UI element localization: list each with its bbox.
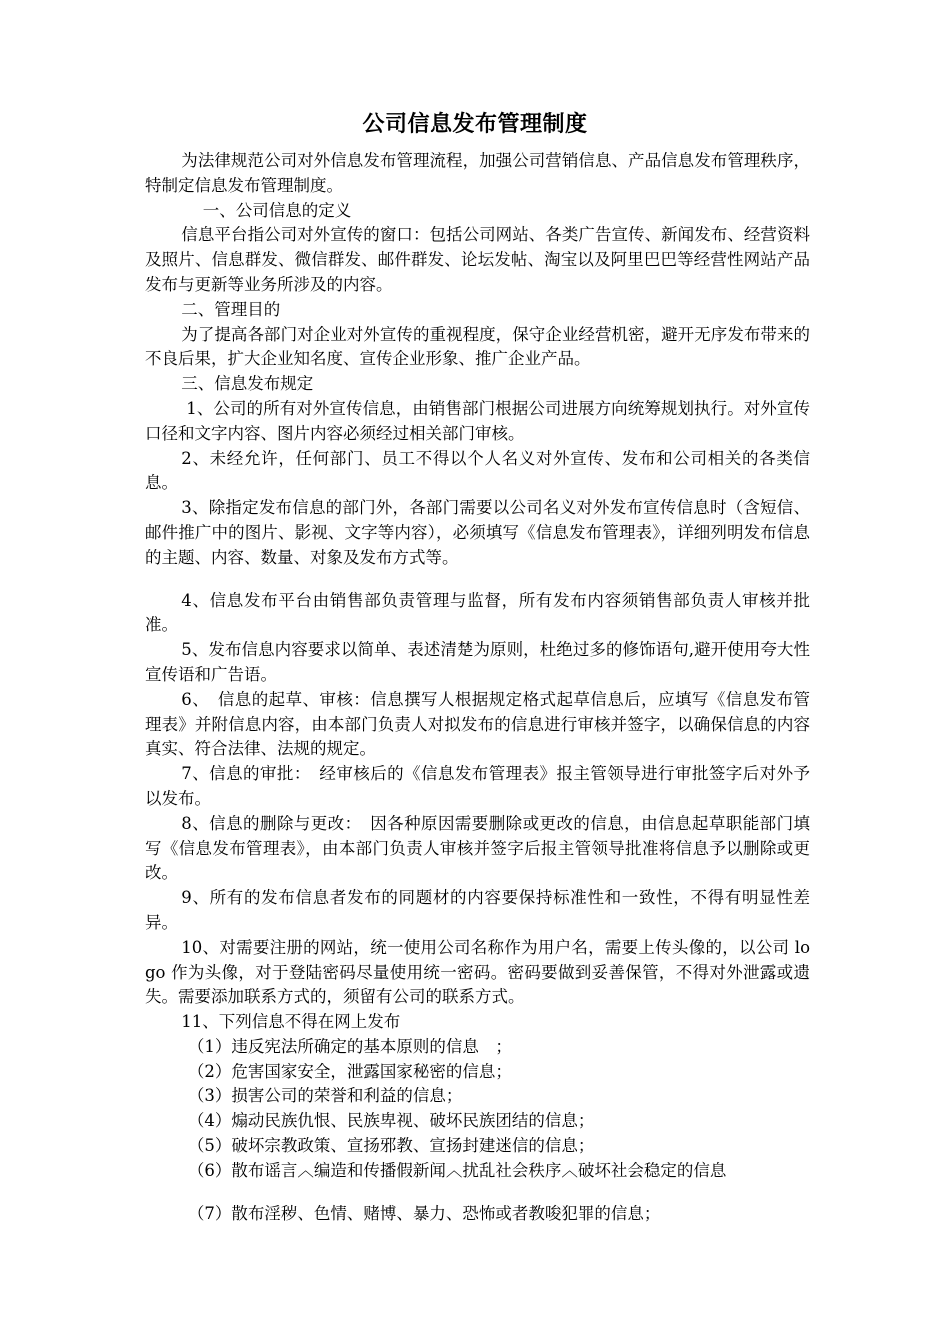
rule-paragraph: 4、信息发布平台由销售部负责管理与监督，所有发布内容须销售部负责人审核并批准。 xyxy=(145,590,810,635)
blank-line xyxy=(145,1184,810,1202)
document-body xyxy=(145,149,810,1226)
rule-paragraph: 5、发布信息内容要求以简单、表述清楚为原则，杜绝过多的修饰语句,避开使用夸大性宣传语和广告语。 xyxy=(145,640,810,684)
intro-paragraph: 为法律规范公司对外信息发布管理流程，加强公司营销信息、产品信息发布管理秩序，特制定信息发布管理制度。 xyxy=(145,151,810,195)
prohibited-list-item: （6）散布谣言︿编造和传播假新闻︿扰乱社会秩序︿破坏社会稳定的信息 xyxy=(187,1160,727,1180)
section-heading-rules: 三、信息发布规定 xyxy=(181,374,314,394)
rule-paragraph: 6、 信息的起草、审核：信息撰写人根据规定格式起草信息后，应填写《信息发布管理表》并附信息内容，由本部门负责人对拟发布的信息进行审核并签字，以确保信息的内容真实、符合法律、法规的规定。 xyxy=(145,689,810,759)
rule-paragraph: 2、未经允许，任何部门、员工不得以个人名义对外宣传、发布和公司相关的各类信息。 xyxy=(145,448,810,493)
definition-paragraph: 信息平台指公司对外宣传的窗口：包括公司网站、各类广告宣传、新闻发布、经营资料及照片、信息群发、微信群发、邮件群发、论坛发帖、淘宝以及阿里巴巴等经营性网站产品发布与更新等业务所涉及的内容。 xyxy=(145,225,810,294)
blank-line xyxy=(145,571,810,589)
rule-paragraph: 1、公司的所有对外宣传信息，由销售部门根据公司进展方向统筹规划执行。对外宣传口径和文字内容、图片内容必须经过相关部门审核。 xyxy=(145,398,810,443)
rule-paragraph: 3、除指定发布信息的部门外，各部门需要以公司名义对外发布宣传信息时（含短信、邮件推广中的图片、影视、文字等内容），必须填写《信息发布管理表》，详细列明发布信息的主题、内容、数量、对象及发布方式等。 xyxy=(145,498,810,567)
prohibited-list-item: （4）煽动民族仇恨、民族卑视、破坏民族团结的信息； xyxy=(187,1111,595,1131)
rule-paragraph: 11、下列信息不得在网上发布 xyxy=(181,1012,401,1032)
rule-paragraph: 7、信息的审批： 经审核后的《信息发布管理表》报主管领导进行审批签字后对外予以发布。 xyxy=(145,764,810,808)
rule-paragraph: 9、所有的发布信息者发布的同题材的内容要保持标准性和一致性，不得有明显性差异。 xyxy=(145,888,810,932)
prohibited-list-item: （7）散布淫秽、色情、赌博、暴力、恐怖或者教唆犯罪的信息； xyxy=(187,1203,661,1223)
section-heading-purpose: 二、管理目的 xyxy=(181,299,281,319)
prohibited-list-item: （3）损害公司的荣誉和利益的信息； xyxy=(187,1086,463,1106)
prohibited-list-item: （1）违反宪法所确定的基本原则的信息 ； xyxy=(187,1036,512,1056)
purpose-paragraph: 为了提高各部门对企业对外宣传的重视程度，保守企业经营机密，避开无序发布带来的不良后果，扩大企业知名度、宣传企业形象、推广企业产品。 xyxy=(145,324,810,369)
rule-paragraph: 8、信息的删除与更改： 因各种原因需要删除或更改的信息，由信息起草职能部门填写《信息发布管理表》，由本部门负责人审核并签字后报主管领导批准将信息予以删除或更改。 xyxy=(145,813,810,883)
prohibited-list-item: （5）破坏宗教政策、宣扬邪教、宣扬封建迷信的信息； xyxy=(187,1136,595,1156)
document-title: 公司信息发布管理制度 xyxy=(362,112,588,137)
prohibited-list-item: （2）危害国家安全，泄露国家秘密的信息； xyxy=(187,1061,512,1081)
section-heading-definition: 一、公司信息的定义 xyxy=(202,200,352,220)
rule-paragraph: 10、对需要注册的网站，统一使用公司名称作为用户名，需要上传头像的，以公司 logo 作为头像，对于登陆密码尽量使用统一密码。密码要做到妥善保管，不得对外泄露或遗失。需要添加联系方式的，须留有公司的联系方式。 xyxy=(145,937,810,1007)
